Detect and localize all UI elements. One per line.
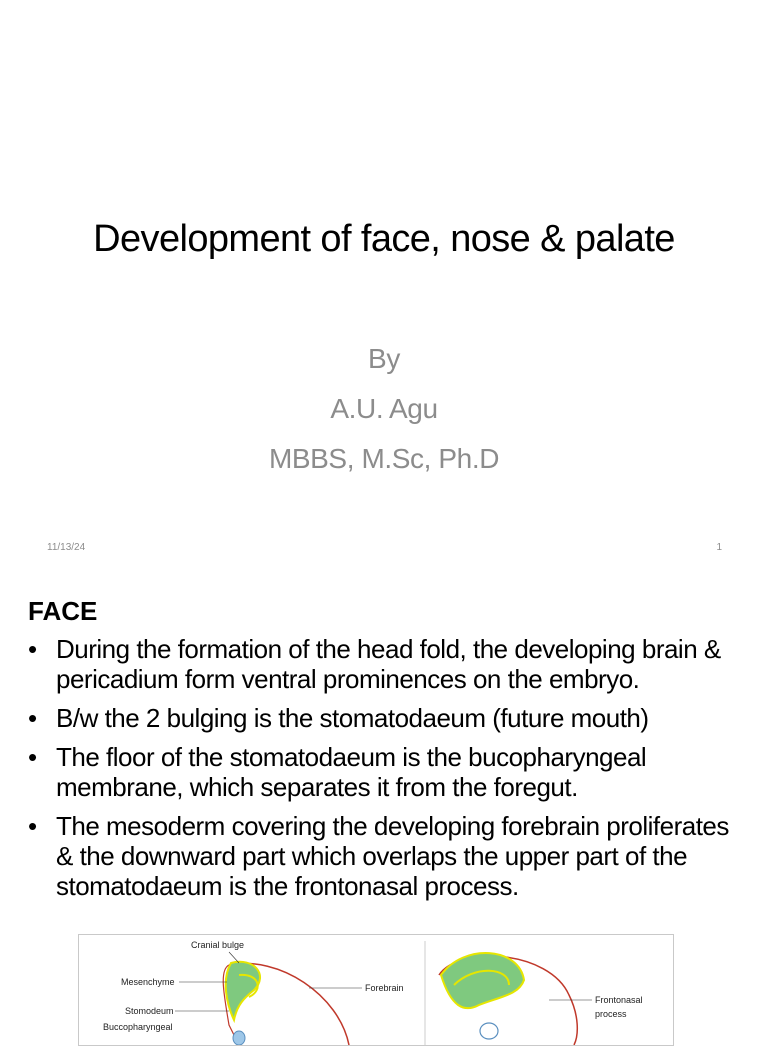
embryo-diagram-svg	[79, 935, 673, 1045]
label-frontonasal-2: process	[595, 1009, 627, 1019]
label-buccopharyngeal: Buccopharyngeal	[103, 1022, 173, 1032]
slide-title: Development of face, nose & palate	[93, 218, 675, 260]
embryo-diagram	[78, 934, 674, 1046]
label-mesenchyme: Mesenchyme	[121, 977, 175, 987]
bullet-list	[28, 634, 748, 910]
label-frontonasal-1: Frontonasal	[595, 995, 643, 1005]
bullet-item: • The floor of the stomatodaeum is the bucopharyngeal membrane, which separates it from the foregut.	[28, 742, 748, 802]
stomodeum-shape	[233, 1031, 245, 1045]
bullet-item: • The mesoderm covering the developing forebrain proliferates & the downward part which overlaps the upper part of the stomatodaeum is the frontonasal process.	[28, 811, 748, 901]
label-stomodeum: Stomodeum	[125, 1006, 174, 1016]
author-name: A.U. Agu	[330, 393, 438, 424]
by-text: By	[368, 343, 400, 374]
author-block	[0, 334, 768, 484]
oral-shape-right	[480, 1023, 498, 1039]
author-credentials: MBBS, M.Sc, Ph.D	[268, 443, 500, 474]
face-slide	[0, 576, 768, 1032]
label-cranial-bulge: Cranial bulge	[191, 940, 245, 950]
bullet-item: • B/w the 2 bulging is the stomatodaeum (future mouth)	[28, 703, 748, 733]
mesenchyme-region	[226, 962, 260, 1020]
label-forebrain: Forebrain	[365, 983, 404, 993]
section-heading: FACE	[28, 596, 98, 626]
slide-number: 1	[716, 542, 722, 553]
slide-date: 11/13/24	[47, 542, 86, 553]
frontonasal-region	[441, 953, 524, 1008]
bullet-item: • During the formation of the head fold, the developing brain & pericadium form ventral prominences on the embryo.	[28, 634, 748, 694]
